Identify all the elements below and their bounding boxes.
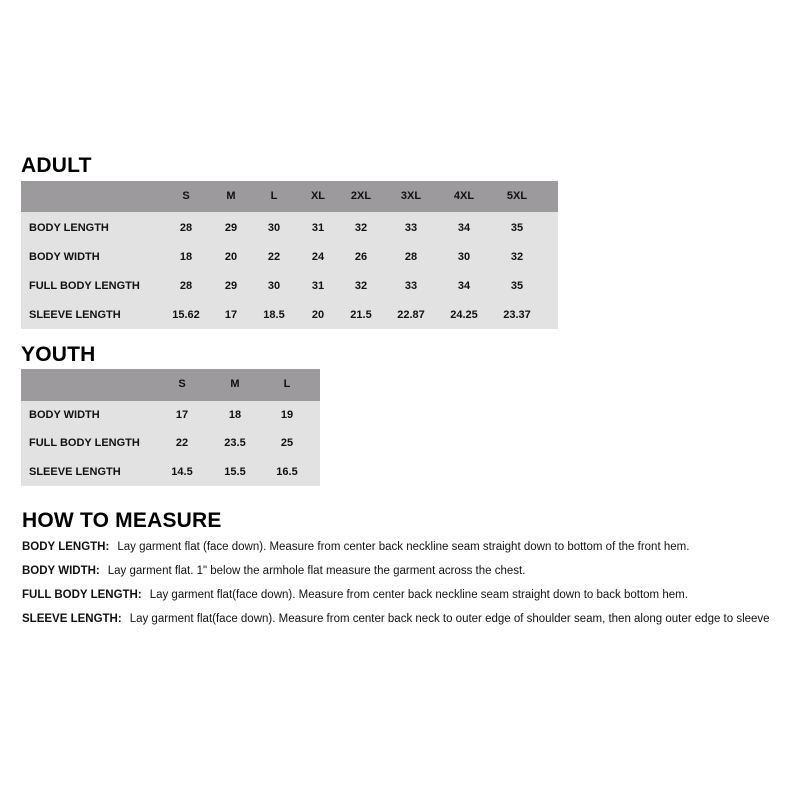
measure-body-length — [22, 541, 689, 553]
table-cell: 28 — [404, 251, 418, 263]
table-cell: 23.5 — [224, 437, 246, 449]
table-cell: 22 — [267, 251, 281, 263]
row-label: BODY WIDTH — [29, 409, 100, 421]
how-to-measure-title: HOW TO MEASURE — [22, 509, 222, 532]
table-cell: 17 — [224, 309, 238, 321]
size-header-l: L — [270, 190, 278, 202]
adult-table-header — [21, 181, 558, 212]
adult-title: ADULT — [21, 154, 92, 177]
table-cell: 25 — [280, 437, 294, 449]
table-cell: 30 — [457, 251, 471, 263]
table-cell: 29 — [224, 280, 238, 292]
size-header-s: S — [182, 190, 190, 202]
table-cell: 21.5 — [350, 309, 372, 321]
table-cell: 34 — [457, 222, 471, 234]
table-cell: 32 — [354, 222, 368, 234]
table-cell: 33 — [404, 280, 418, 292]
table-cell: 14.5 — [171, 466, 193, 478]
row-label: SLEEVE LENGTH — [29, 309, 121, 321]
table-cell: 17 — [175, 409, 189, 421]
size-header-2xl: 2XL — [350, 190, 372, 202]
table-cell: 26 — [354, 251, 368, 263]
size-header-s: S — [178, 378, 186, 390]
table-cell: 30 — [267, 222, 281, 234]
row-label: FULL BODY LENGTH — [29, 437, 140, 449]
row-label: SLEEVE LENGTH — [29, 466, 121, 478]
size-header-m: M — [230, 378, 240, 390]
table-cell: 16.5 — [276, 466, 298, 478]
table-cell: 20 — [224, 251, 238, 263]
table-cell: 22.87 — [397, 309, 425, 321]
measure-full-body-length — [22, 589, 688, 601]
row-label: BODY WIDTH — [29, 251, 100, 263]
measure-term: BODY WIDTH: — [22, 565, 100, 577]
table-cell: 31 — [311, 280, 325, 292]
table-cell: 22 — [175, 437, 189, 449]
table-cell: 32 — [510, 251, 524, 263]
table-cell: 24.25 — [450, 309, 478, 321]
size-header-5xl: 5XL — [506, 190, 528, 202]
youth-size-table — [21, 369, 320, 486]
table-cell: 15.5 — [224, 466, 246, 478]
table-cell: 32 — [354, 280, 368, 292]
table-cell: 18 — [179, 251, 193, 263]
measure-term: SLEEVE LENGTH: — [22, 613, 122, 625]
measure-text: Lay garment flat(face down). Measure from center back neck to outer edge of shoulder seam, then along outer edge to sleeve — [129, 613, 770, 625]
youth-title: YOUTH — [21, 343, 96, 366]
row-label: BODY LENGTH — [29, 222, 109, 234]
measure-text: Lay garment flat(face down). Measure from center back neckline seam straight down to back bottom hem. — [149, 589, 688, 601]
size-header-3xl: 3XL — [400, 190, 422, 202]
table-cell: 28 — [179, 280, 193, 292]
table-cell: 15.62 — [172, 309, 200, 321]
table-cell: 18 — [228, 409, 242, 421]
measure-term: BODY LENGTH: — [22, 541, 110, 553]
measure-text: Lay garment flat (face down). Measure from center back neckline seam straight down to bottom of the front hem. — [117, 541, 690, 553]
table-cell: 31 — [311, 222, 325, 234]
table-cell: 24 — [311, 251, 325, 263]
table-cell: 30 — [267, 280, 281, 292]
size-header-l: L — [283, 378, 291, 390]
table-cell: 29 — [224, 222, 238, 234]
youth-table-header — [21, 369, 320, 401]
measure-sleeve-length — [22, 613, 770, 625]
table-cell: 20 — [311, 309, 325, 321]
size-header-m: M — [226, 190, 236, 202]
size-header-4xl: 4XL — [453, 190, 475, 202]
table-cell: 33 — [404, 222, 418, 234]
table-cell: 35 — [510, 222, 524, 234]
table-cell: 23.37 — [503, 309, 531, 321]
measure-term: FULL BODY LENGTH: — [22, 589, 142, 601]
measure-body-width — [22, 565, 525, 577]
table-cell: 28 — [179, 222, 193, 234]
adult-size-table — [21, 181, 558, 329]
row-label: FULL BODY LENGTH — [29, 280, 140, 292]
table-cell: 19 — [280, 409, 294, 421]
measure-text: Lay garment flat. 1" below the armhole flat measure the garment across the chest. — [107, 565, 526, 577]
table-cell: 18.5 — [263, 309, 285, 321]
size-header-xl: XL — [310, 190, 326, 202]
table-cell: 35 — [510, 280, 524, 292]
table-cell: 34 — [457, 280, 471, 292]
